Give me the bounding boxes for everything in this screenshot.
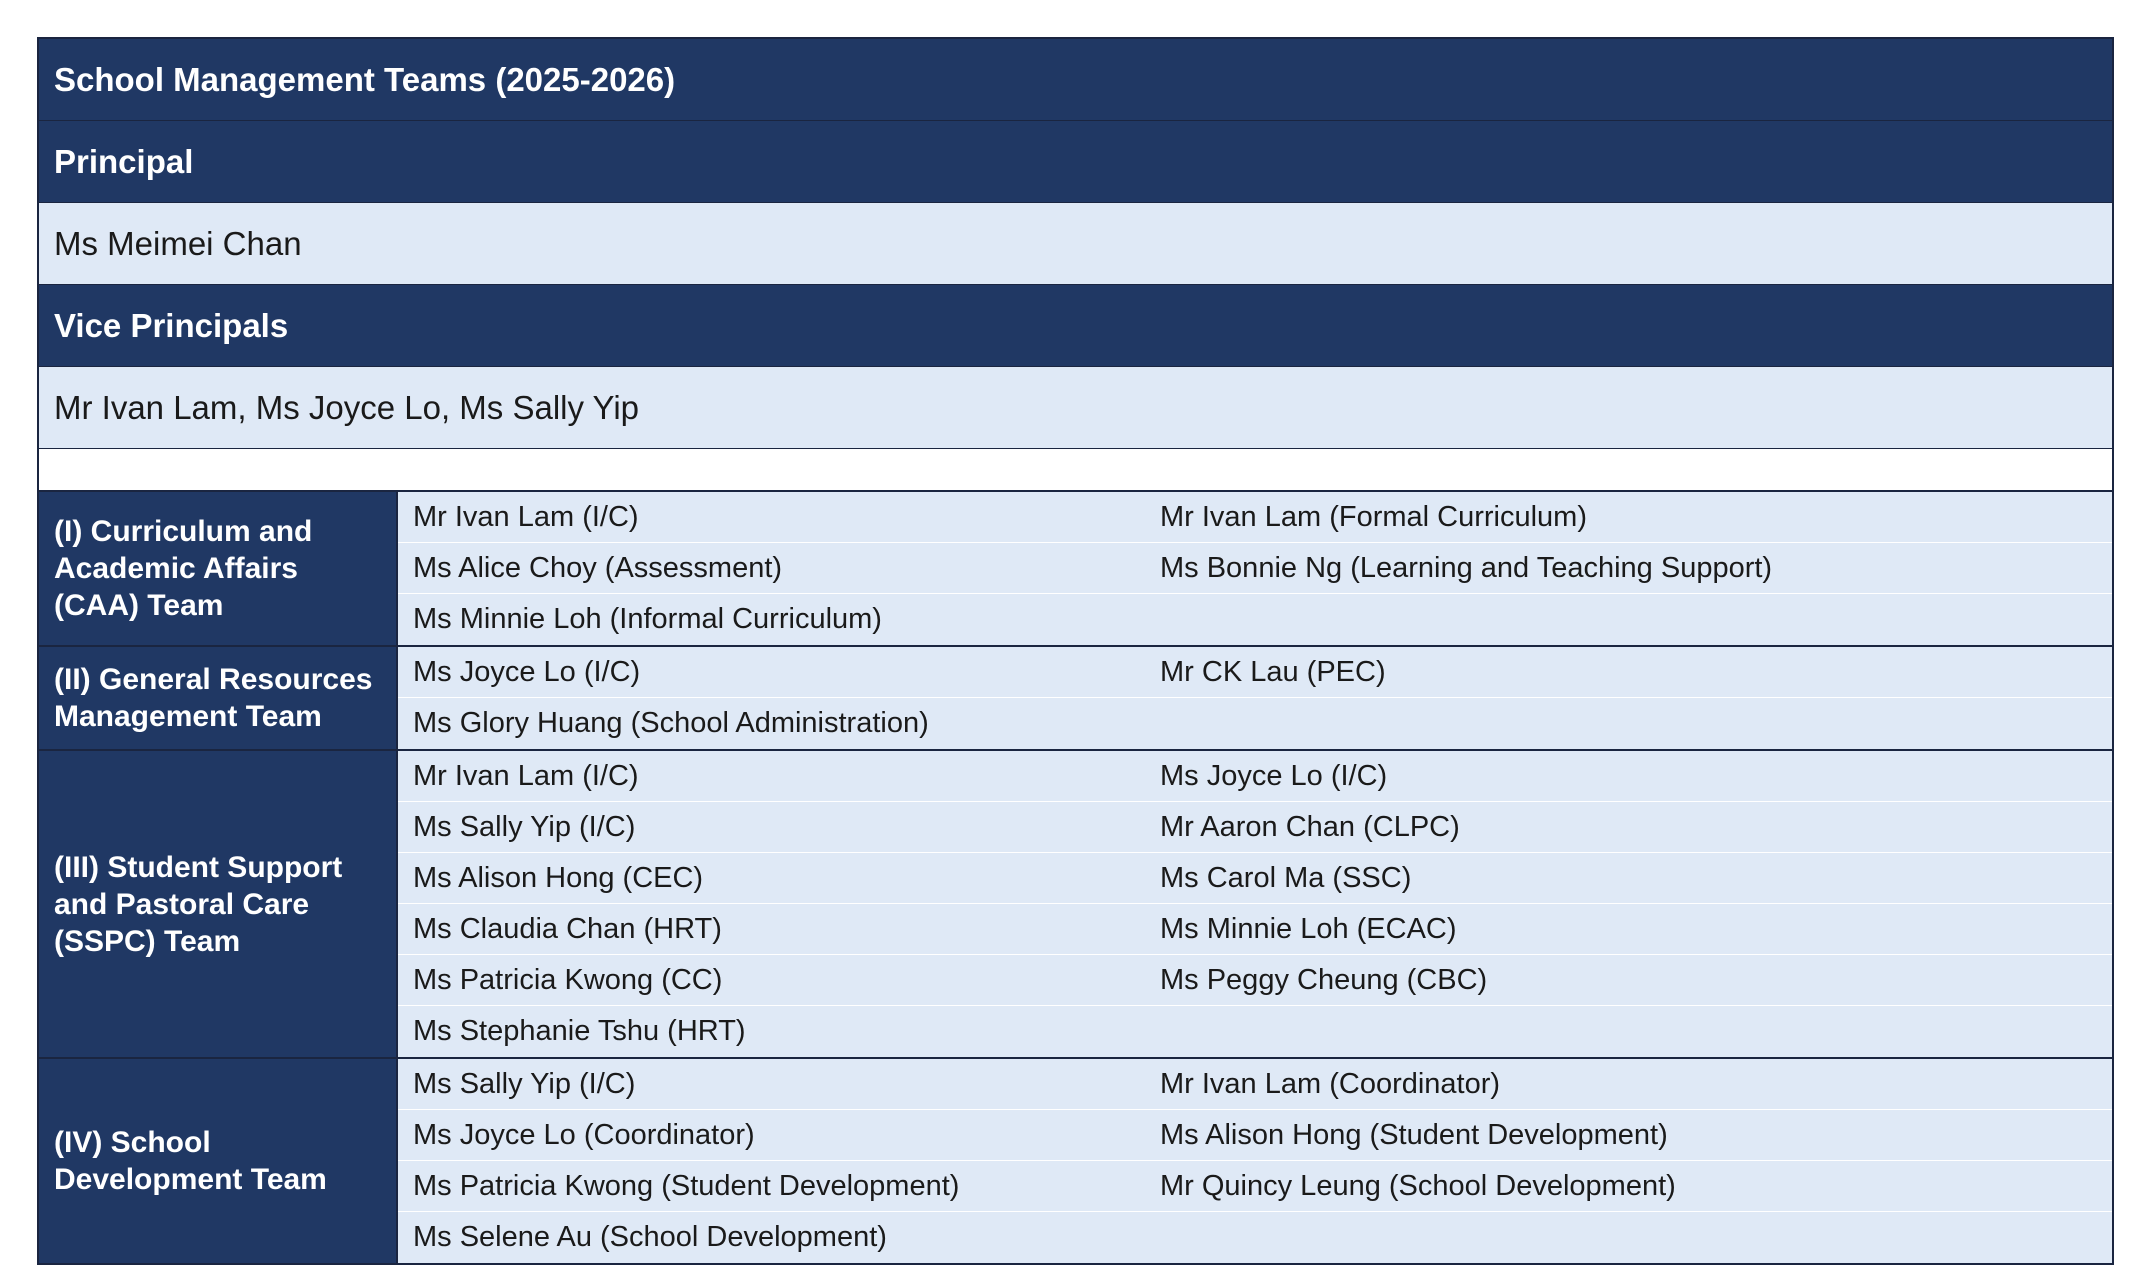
member-cell: Mr Ivan Lam (I/C) xyxy=(413,759,639,792)
member-cell: Ms Stephanie Tshu (HRT) xyxy=(413,1015,746,1047)
member-row xyxy=(398,955,2112,1006)
member-cell: Ms Alison Hong (Student Development) xyxy=(1160,1118,1668,1151)
team-name: (II) General Resources Management Team xyxy=(39,647,398,749)
vice-principals-heading: Vice Principals xyxy=(39,285,2112,367)
member-cell: Mr Ivan Lam (Formal Curriculum) xyxy=(1160,500,1587,533)
member-row xyxy=(398,1212,2112,1263)
member-row xyxy=(398,543,2112,594)
member-cell: Ms Peggy Cheung (CBC) xyxy=(1160,963,1488,996)
principal-name: Ms Meimei Chan xyxy=(39,203,2112,285)
member-cell: Ms Minnie Loh (ECAC) xyxy=(1160,912,1457,945)
member-cell: Ms Patricia Kwong (CC) xyxy=(413,963,723,996)
member-cell: Ms Patricia Kwong (Student Development) xyxy=(413,1169,960,1202)
member-row xyxy=(398,802,2112,853)
member-cell: Ms Sally Yip (I/C) xyxy=(413,1067,636,1100)
member-cell: Ms Carol Ma (SSC) xyxy=(1160,861,1412,894)
management-table xyxy=(37,37,2114,1265)
vice-principals-names: Mr Ivan Lam, Ms Joyce Lo, Ms Sally Yip xyxy=(39,367,2112,449)
spacer-row xyxy=(39,449,2112,492)
team-name: (IV) School Development Team xyxy=(39,1059,398,1263)
team-name: (III) Student Support and Pastoral Care (SSPC) Team xyxy=(39,751,398,1057)
member-row xyxy=(398,594,2112,645)
member-cell: Ms Minnie Loh (Informal Curriculum) xyxy=(413,603,882,635)
member-cell: Ms Joyce Lo (I/C) xyxy=(413,655,641,688)
member-cell: Mr Ivan Lam (Coordinator) xyxy=(1160,1067,1501,1100)
member-row xyxy=(398,647,2112,698)
member-cell: Ms Sally Yip (I/C) xyxy=(413,810,636,843)
member-cell: Ms Joyce Lo (Coordinator) xyxy=(413,1118,755,1151)
team-members xyxy=(398,647,2112,749)
member-cell: Mr Ivan Lam (I/C) xyxy=(413,500,639,533)
member-row xyxy=(398,698,2112,749)
member-cell: Mr CK Lau (PEC) xyxy=(1160,655,1386,688)
member-cell: Ms Claudia Chan (HRT) xyxy=(413,912,722,945)
member-row xyxy=(398,853,2112,904)
member-cell: Ms Alison Hong (CEC) xyxy=(413,861,704,894)
member-cell: Ms Joyce Lo (I/C) xyxy=(1160,759,1388,792)
member-row xyxy=(398,1110,2112,1161)
team-name: (I) Curriculum and Academic Affairs (CAA) Team xyxy=(39,492,398,645)
team-block xyxy=(39,751,2112,1059)
member-row xyxy=(398,751,2112,802)
member-row xyxy=(398,492,2112,543)
member-cell: Ms Bonnie Ng (Learning and Teaching Support) xyxy=(1160,551,1773,584)
member-row xyxy=(398,1006,2112,1057)
member-cell xyxy=(1145,1212,2112,1263)
team-block xyxy=(39,492,2112,647)
member-cell: Ms Glory Huang (School Administration) xyxy=(413,707,929,739)
team-block xyxy=(39,1059,2112,1263)
member-cell xyxy=(1145,594,2112,645)
member-row xyxy=(398,904,2112,955)
member-cell: Mr Aaron Chan (CLPC) xyxy=(1160,810,1460,843)
teams-section xyxy=(39,492,2112,1263)
member-cell: Ms Selene Au (School Development) xyxy=(413,1221,887,1253)
team-block xyxy=(39,647,2112,751)
member-row xyxy=(398,1161,2112,1212)
principal-heading: Principal xyxy=(39,121,2112,203)
team-members xyxy=(398,1059,2112,1263)
member-cell: Ms Alice Choy (Assessment) xyxy=(413,551,783,584)
member-cell xyxy=(1145,1006,2112,1057)
team-members xyxy=(398,751,2112,1057)
member-row xyxy=(398,1059,2112,1110)
team-members xyxy=(398,492,2112,645)
table-title: School Management Teams (2025-2026) xyxy=(39,39,2112,121)
member-cell: Mr Quincy Leung (School Development) xyxy=(1160,1169,1676,1202)
member-cell xyxy=(1145,698,2112,749)
